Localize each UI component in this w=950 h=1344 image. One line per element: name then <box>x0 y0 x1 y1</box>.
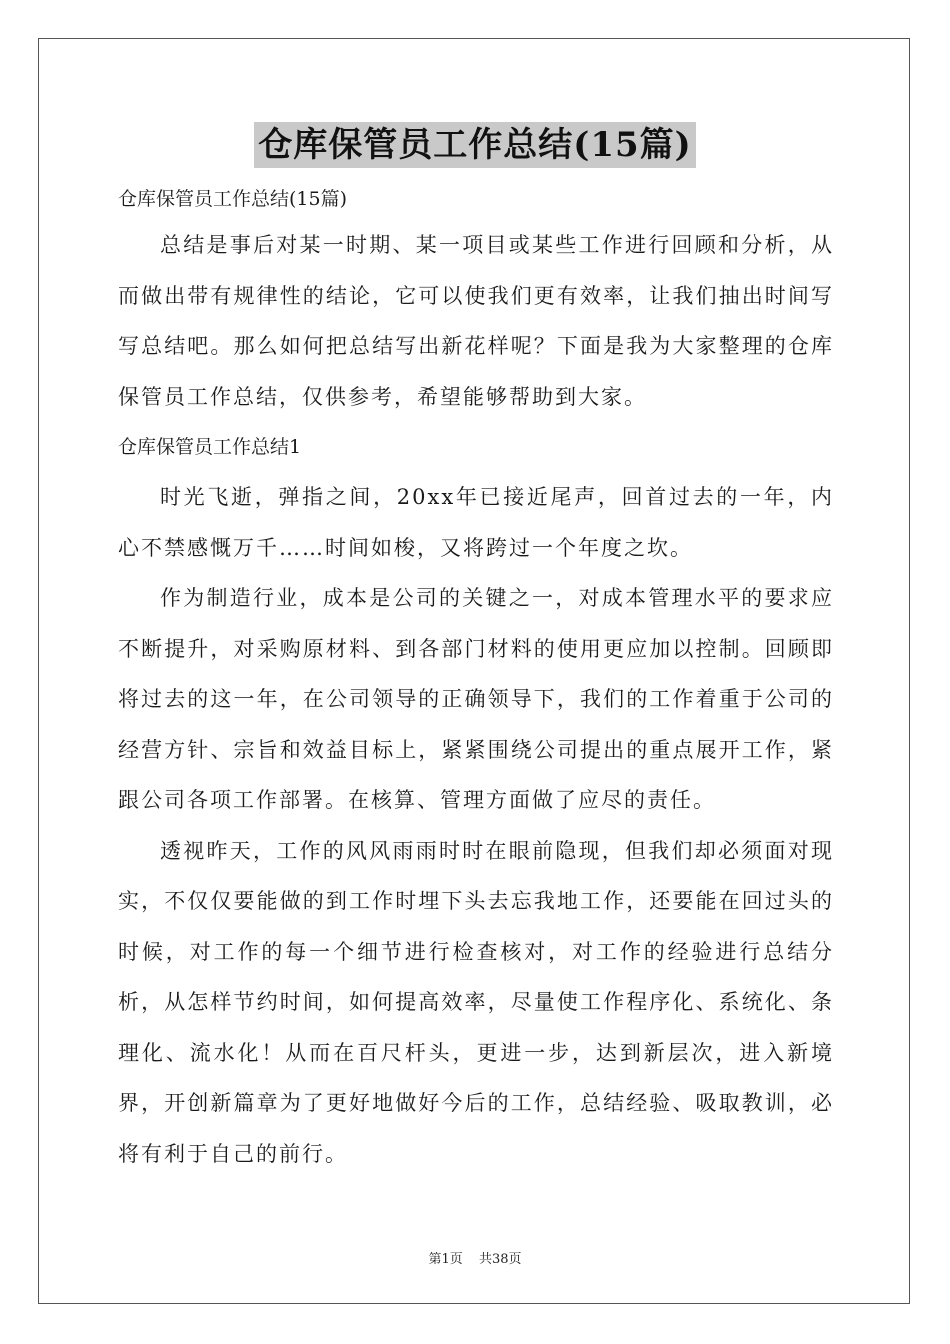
page-number: 第1页 <box>428 1252 463 1267</box>
document-title: 仓库保管员工作总结(15篇) <box>254 122 696 168</box>
body-paragraph: 作为制造行业，成本是公司的关键之一，对成本管理水平的要求应不断提升，对采购原材料、到各部门材料的使用更应加以控制。回顾即将过去的这一年，在公司领导的正确领导下，我们的工作着重于公司的经营方针、宗旨和效益目标上，紧紧围绕公司提出的重点展开工作，紧跟公司各项工作部署。在核算、管理方面做了应尽的责任。 <box>118 586 834 812</box>
document-subtitle: 仓库保管员工作总结(15篇) <box>118 188 348 210</box>
section-heading: 仓库保管员工作总结1 <box>118 436 302 458</box>
page-footer <box>0 1248 950 1267</box>
body-paragraph: 时光飞逝，弹指之间，20xx年已接近尾声，回首过去的一年，内心不禁感慨万千……时间如梭，又将跨过一个年度之坎。 <box>118 485 834 560</box>
intro-paragraph: 总结是事后对某一时期、某一项目或某些工作进行回顾和分析，从而做出带有规律性的结论，它可以使我们更有效率，让我们抽出时间写写总结吧。那么如何把总结写出新花样呢？下面是我为大家整理的仓库保管员工作总结，仅供参考，希望能够帮助到大家。 <box>118 233 834 409</box>
title-container <box>0 122 950 168</box>
page-total: 共38页 <box>478 1252 522 1267</box>
body-paragraph: 透视昨天，工作的风风雨雨时时在眼前隐现，但我们却必须面对现实，不仅仅要能做的到工作时埋下头去忘我地工作，还要能在回过头的时候，对工作的每一个细节进行检查核对，对工作的经验进行总结分析，从怎样节约时间，如何提高效率，尽量使工作程序化、系统化、条理化、流水化！从而在百尺杆头，更进一步，达到新层次，进入新境界，开创新篇章为了更好地做好今后的工作，总结经验、吸取教训，必将有利于自己的前行。 <box>118 838 834 1166</box>
document-body <box>118 180 834 1179</box>
